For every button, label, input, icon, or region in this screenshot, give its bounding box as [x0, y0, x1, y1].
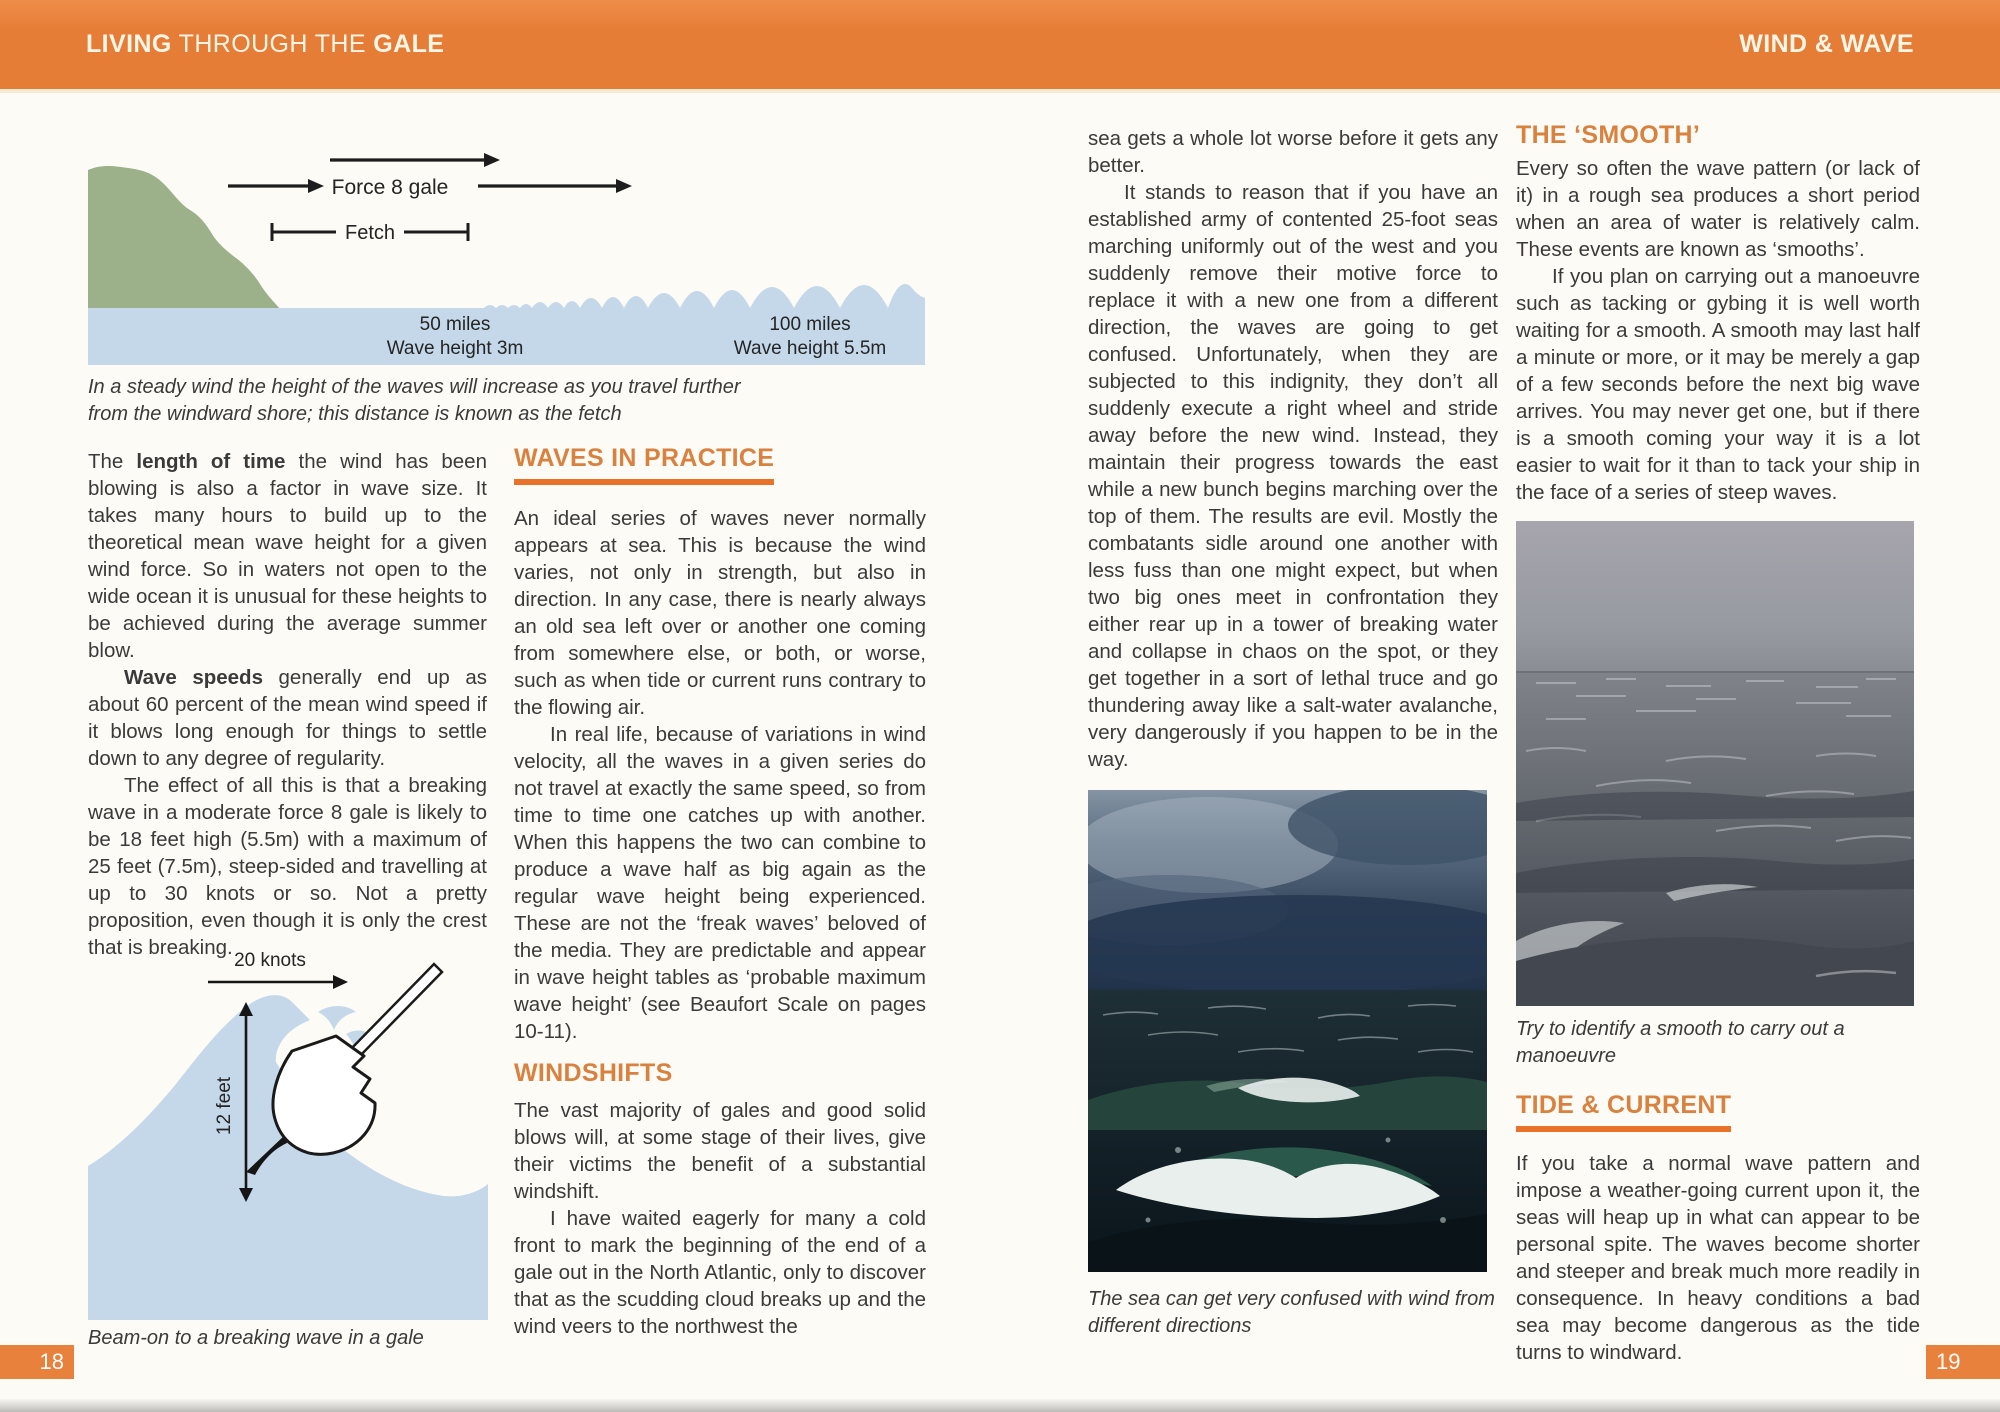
label-wave-height-5-5m: Wave height 5.5m [733, 338, 887, 359]
fetch-diagram-graphic [88, 112, 925, 365]
body-paragraph: I have waited eagerly for many a cold front to mark the beginning of the end of a gale out in the North Atlantic, only to discover that as the scudding cloud breaks up and the wind veers to the northwest the [514, 1207, 926, 1338]
smooth-column [1516, 121, 1920, 1366]
the-smooth-text [1516, 155, 1920, 506]
page-number-right: 19 [1926, 1345, 2000, 1379]
body-paragraph: The effect of all this is that a breaking wave in a moderate force 8 gale is likely to be 18 feet high (5.5m) with a maximum of 25 feet (7.5m), steep-sided and travelling at up to 30 knots or so. Not a pretty proposition, even though it is only the crest that is breaking. [88, 774, 487, 959]
wave-height-label: 12 feet [214, 1076, 235, 1136]
waves-in-practice-heading: WAVES IN PRACTICE [514, 444, 774, 485]
waves-in-practice-text [514, 505, 926, 1045]
body-paragraph: In real life, because of variations in wind velocity, all the waves in a given series do not travel at exactly the same speed, so from time to time one catches up with another. When this happens the two can combine to produce a wave half as big again as the regular wave height being experienced. These are not the ‘freak waves’ beloved of the media. They are predictable and appear in wave height tables as ‘probable maximum wave height’ (see Beaufort Scale on pages 10-11). [514, 723, 926, 1043]
body-paragraph: It stands to reason that if you have an established army of contented 25-foot seas marching uniformly out of the west and you suddenly remove their motive force to replace it with a new one from a different direction, the waves are going to get confused. Unfortunately, when they are subjected to this indignity, they don’t all suddenly execute a right wheel and stride away before the new wind. Instead, they maintain their progress towards the east while a new bunch begins marching over the top of them. The results are evil. Mostly the combatants sidle around one another with less fuss than one might expect, but when two big ones meet in confrontation they either rear up in a tower of breaking water and collapse in chaos on the spot, or they get together in a sort of lethal truce and go thundering away like a salt-water avalanche, very dangerously if you happen to be in the way. [1088, 181, 1498, 771]
breaking-wave-caption: Beam-on to a breaking wave in a gale [88, 1327, 424, 1349]
body-paragraph: Wave speeds generally end up as about 60 percent of the mean wind speed if it blows long enough for things to settle down to any degree of regularity. [88, 666, 487, 770]
body-paragraph: If you take a normal wave pattern and impose a weather-going current upon it, the seas will heap up in what can appear to be personal spite. The waves become shorter and steeper and break much more readily in consequence. In heavy conditions a bad sea may become dangerous as the tide turns to windward. [1516, 1152, 1920, 1364]
label-wave-height-3m: Wave height 3m [386, 338, 524, 359]
boat-mast [348, 964, 442, 1060]
body-paragraph: sea gets a whole lot worse before it gets any better. [1088, 127, 1498, 177]
the-smooth-heading: THE ‘SMOOTH’ [1516, 121, 1701, 149]
confused-sea-caption: The sea can get very confused with wind from different directions [1088, 1288, 1495, 1337]
tide-current-heading: TIDE & CURRENT [1516, 1091, 1731, 1132]
page-title-left: LIVING THROUGH THE GALE [86, 30, 445, 58]
wave-shape [88, 995, 488, 1320]
fetch-label: Fetch [344, 222, 396, 244]
waves-column [514, 444, 926, 1340]
windshifts-heading: WINDSHIFTS [514, 1059, 673, 1087]
windshifts-text [514, 1097, 926, 1340]
label-50-miles: 50 miles [419, 314, 491, 335]
tide-current-text [1516, 1150, 1920, 1366]
intro-column [88, 448, 487, 961]
fetch-diagram-caption: In a steady wind the height of the waves will increase as you travel further from the windward shore; this distance is known as the fetch [88, 376, 741, 425]
confused-sea-photo [1088, 790, 1498, 1272]
body-paragraph: An ideal series of waves never normally appears at sea. This is because the wind varies, not only in strength, but also in direction. In any case, there is nearly always an old sea left over or another one coming from somewhere else, or both, or worse, such as when tide or current runs contrary to the flowing air. [514, 507, 926, 719]
wave-speed-label: 20 knots [234, 950, 306, 971]
header-bar [0, 0, 2000, 93]
confused-sea-column [1088, 125, 1498, 1340]
wave-speed-arrow [208, 975, 348, 989]
windshifts-continued-text [1088, 125, 1498, 773]
boat-hull [273, 1036, 375, 1154]
body-paragraph: Every so often the wave pattern (or lack of it) in a rough sea produces a short period when an area of water is relatively calm. These events are known as ‘smooths’. [1516, 157, 1920, 261]
grey-sea-caption: Try to identify a smooth to carry out a manoeuvre [1516, 1018, 1845, 1067]
breaking-wave-graphic [88, 948, 488, 1320]
body-paragraph: The length of time the wind has been blowing is also a factor in wave size. It takes many hours to build up to the theoretical mean wave height for a given wind force. So in waters not open to the wide ocean it is unusual for these heights to be achieved during the average summer blow. [88, 450, 487, 662]
force-8-gale-label: Force 8 gale [331, 176, 449, 199]
label-100-miles: 100 miles [769, 314, 851, 335]
grey-sea-photo [1516, 521, 1920, 1006]
fetch-diagram [88, 112, 925, 365]
body-paragraph: If you plan on carrying out a manoeuvre such as tacking or gybing it is well worth waiting for a smooth. A smooth may last half a minute or more, or it may be merely a gap of a few seconds before the next big wave arrives. You may never get one, but if there is a smooth coming your way it is a lot easier to wait for it than to tack your ship in the face of a series of steep waves. [1516, 265, 1920, 504]
page-bottom-edge [0, 1399, 2000, 1412]
body-paragraph: The vast majority of gales and good solid blows will, at some stage of their lives, give their victims the benefit of a substantial windshift. [514, 1099, 926, 1203]
page-number-left: 18 [0, 1345, 74, 1379]
page-title-right: WIND & WAVE [1739, 30, 1914, 58]
breaking-wave-diagram [88, 948, 488, 1320]
